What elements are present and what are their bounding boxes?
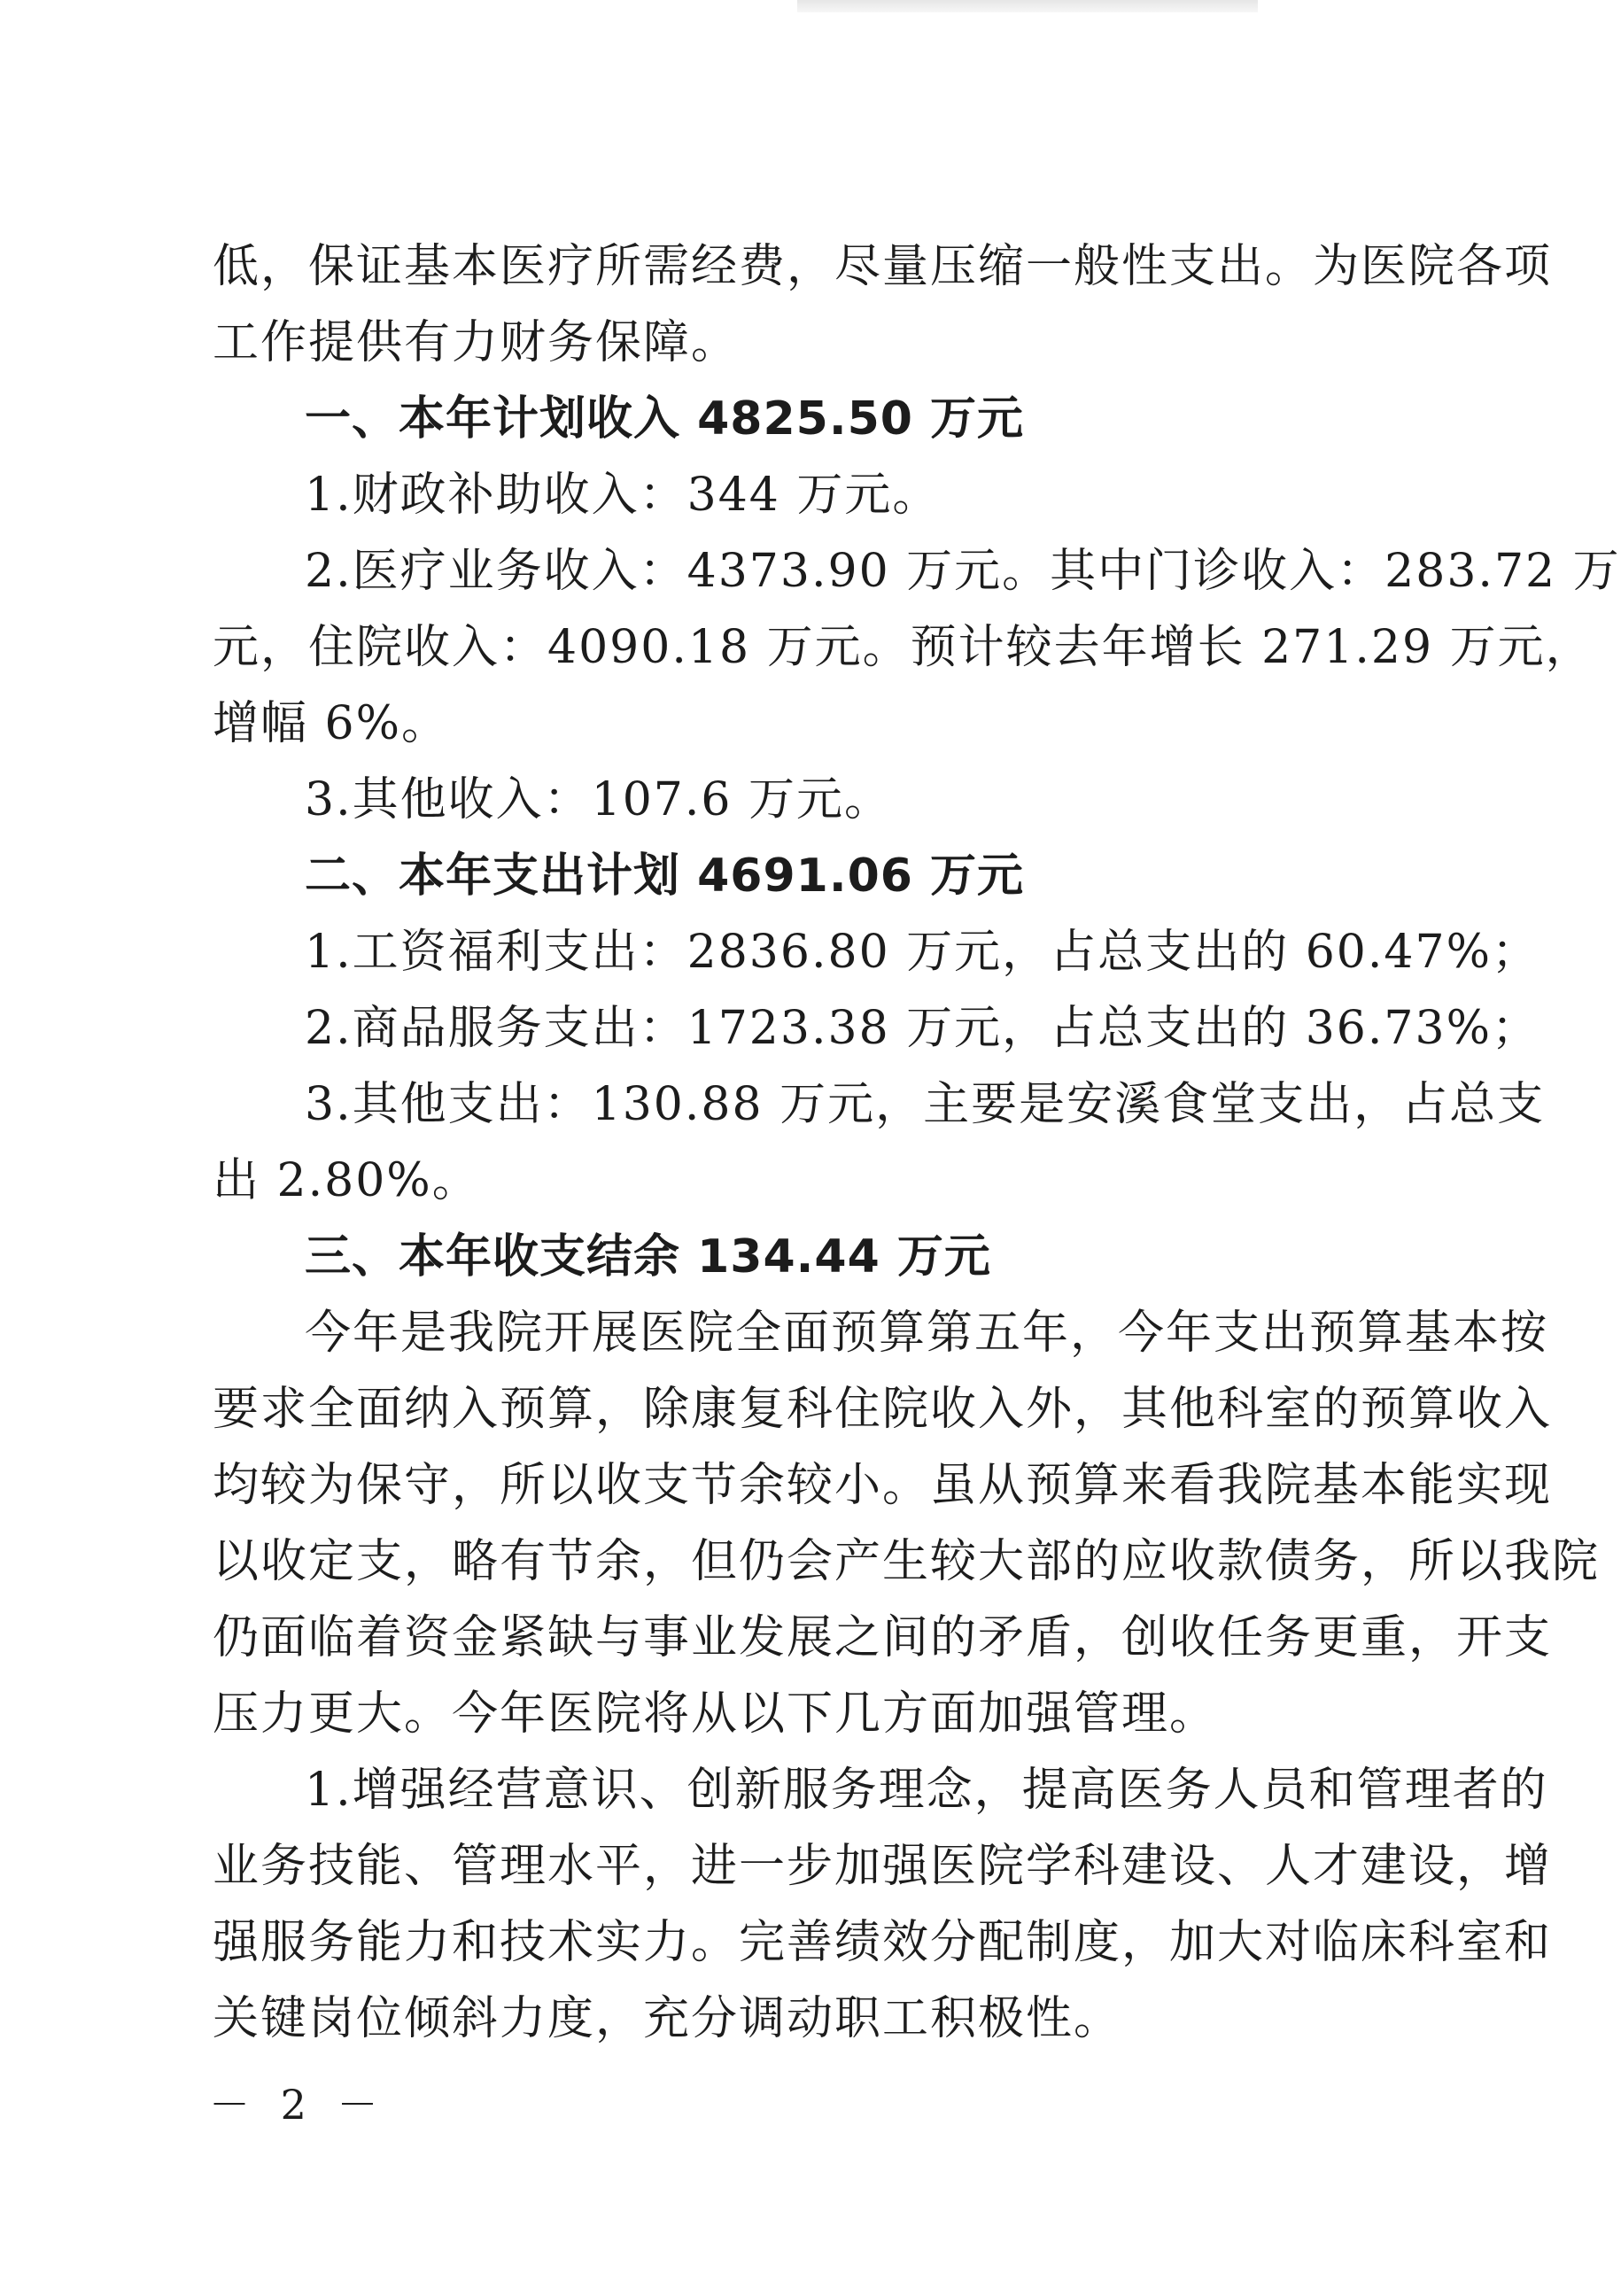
- paragraph-line: 均较为保守，所以收支节余较小。虽从预算来看我院基本能实现: [213, 1459, 1553, 1512]
- paragraph-line: 业务技能、管理水平，进一步加强医院学科建设、人才建设，增: [213, 1840, 1553, 1893]
- paragraph-line: 今年是我院开展医院全面预算第五年，今年支出预算基本按: [305, 1307, 1549, 1360]
- paragraph-line: 压力更大。今年医院将从以下几方面加强管理。: [213, 1687, 1218, 1741]
- list-item: 2.商品服务支出：1723.38 万元，占总支出的 36.73%；: [305, 1002, 1540, 1055]
- scan-edge-shadow: [797, 0, 1258, 12]
- paragraph-line: 低，保证基本医疗所需经费，尽量压缩一般性支出。为医院各项: [213, 240, 1553, 293]
- paragraph-line: 增幅 6%。: [213, 697, 450, 750]
- paragraph-line: 元，住院收入：4090.18 万元。预计较去年增长 271.29 万元，: [213, 621, 1594, 674]
- list-item: 3.其他收入：107.6 万元。: [305, 773, 893, 826]
- section-heading-balance: 三、本年收支结余 134.44 万元: [305, 1230, 991, 1284]
- list-item: 3.其他支出：130.88 万元，主要是安溪食堂支出，占总支: [305, 1078, 1546, 1131]
- section-heading-income: 一、本年计划收入 4825.50 万元: [305, 392, 1025, 446]
- paragraph-line: 以收定支，略有节余，但仍会产生较大部的应收款债务，所以我院: [213, 1535, 1601, 1588]
- list-item: 1.增强经营意识、创新服务理念，提高医务人员和管理者的: [305, 1764, 1548, 1817]
- list-item: 1.工资福利支出：2836.80 万元，占总支出的 60.47%；: [305, 926, 1540, 979]
- list-item: 1.财政补助收入：344 万元。: [305, 469, 941, 522]
- document-body: [213, 229, 1621, 2057]
- list-item: 2.医疗业务收入：4373.90 万元。其中门诊收入：283.72 万: [305, 545, 1621, 598]
- paragraph-line: 仍面临着资金紧缺与事业发展之间的矛盾，创收任务更重，开支: [213, 1611, 1553, 1664]
- page-number: － 2 －: [209, 2081, 387, 2129]
- section-heading-expenditure: 二、本年支出计划 4691.06 万元: [305, 849, 1025, 903]
- paragraph-line: 强服务能力和技术实力。完善绩效分配制度，加大对临床科室和: [213, 1916, 1553, 1969]
- paragraph-line: 关键岗位倾斜力度，充分调动职工积极性。: [213, 1992, 1122, 2045]
- paragraph-line: 要求全面纳入预算，除康复科住院收入外，其他科室的预算收入: [213, 1383, 1553, 1436]
- paragraph-line: 工作提供有力财务保障。: [213, 316, 740, 369]
- paragraph-line: 出 2.80%。: [213, 1154, 480, 1207]
